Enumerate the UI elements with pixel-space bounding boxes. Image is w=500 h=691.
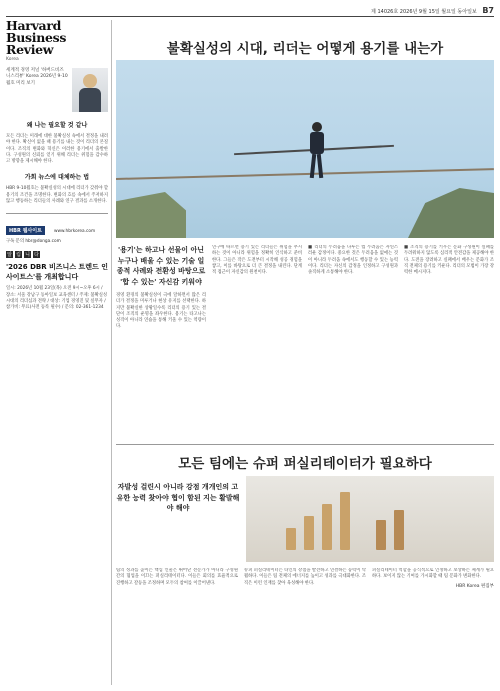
notice-char: 알 bbox=[7, 252, 12, 259]
hbr-info bbox=[6, 213, 108, 244]
walker-torso bbox=[310, 132, 324, 154]
article2-column-1: 팀의 성과를 높이는 핵심 인물은 뛰어난 전문가가 아니라 구성원 간의 협업을 이끄는 퍼실리테이터다. 이들은 회의를 효율적으로 진행하고 갈등을 조정하며 모두의 참여를 이끌어낸다. bbox=[116, 568, 238, 586]
article2-body bbox=[116, 568, 494, 680]
logo-line-3: Review bbox=[6, 42, 54, 57]
block-stack bbox=[376, 520, 386, 550]
article1-body bbox=[116, 245, 494, 438]
issue-date: 2026년 9월 15일 월요일 bbox=[399, 9, 456, 15]
tightrope-walker bbox=[304, 122, 330, 178]
right-cliff bbox=[408, 188, 494, 238]
article2-column-2: 슈퍼 퍼실리테이터는 타인의 강점을 발견하고 연결하는 능력이 탁월하다. 이들은 팀 전체의 에너지를 높이고 성과를 극대화한다. 조직은 이런 인재를 찾아 육성해야 한다. bbox=[244, 568, 366, 586]
page-number: B7 bbox=[482, 6, 494, 15]
walker-leg bbox=[317, 154, 323, 178]
notice-title: '2026 DBR 비즈니스 트렌드 인사이트스'를 개최합니다 bbox=[6, 263, 109, 281]
article2-column-3 bbox=[372, 568, 494, 680]
article1-col1-text: 경영 환경의 불확실성이 극에 달하면서 많은 리더가 결정을 미루거나 현상 유지를 선택한다. 하지만 불확실한 상황일수록 리더의 용기 있는 결단이 조직의 운명을 좌우한다. 용기는 타고나는 성격이 아니라 연습을 통해 키울 수 있는 역량이다. bbox=[116, 293, 206, 330]
notice-char: 다 bbox=[34, 252, 39, 259]
cover-figure-head bbox=[83, 74, 97, 88]
promo-block bbox=[6, 68, 108, 112]
header-meta bbox=[371, 6, 494, 15]
block-stack bbox=[340, 492, 350, 550]
hbr-tag: HBR 웹사이트 bbox=[6, 226, 45, 235]
walker-head bbox=[312, 122, 322, 132]
block-stack bbox=[394, 510, 404, 550]
block-stack bbox=[286, 528, 296, 550]
sidebar bbox=[6, 20, 108, 685]
block-stack bbox=[322, 504, 332, 550]
notice-body: 일시: 2026년 10월 23일(목) 오전 9시~오후 6시 / 장소: 서울 강남구 동아일보 교육센터 / 주제: 불확실성 시대의 리더십과 전략 / 대상: 기업 경영진 및 실무자 / 참가비: 무료(사전 등록 필수) / 문의: 02-361-1234 bbox=[6, 286, 108, 311]
issue-number: 제 14026호 bbox=[371, 9, 399, 15]
article1-column-1 bbox=[116, 245, 206, 438]
left-cliff bbox=[116, 192, 186, 238]
article2-image bbox=[246, 476, 494, 562]
notice-char: 림 bbox=[16, 252, 21, 259]
column-divider bbox=[111, 20, 112, 685]
promo-text: 세계적 경영 저널 '하버드비즈니스리뷰' Korea 2026년 9-10월호 미리 보기 bbox=[6, 68, 68, 86]
article1-column-3: ■ 리더의 두려움을 다루는 법 두려움은 자연스러운 감정이다. 중요한 것은 두려움을 없애는 것이 아니라 두려움 속에서도 행동할 수 있는 능력이다. 리더는 자신의 감정을 인정하고 구성원과 솔직하게 소통해야 한다. bbox=[308, 245, 398, 276]
paper-name: 동아일보 bbox=[457, 9, 477, 15]
article1-title: 불확실성의 시대, 리더는 어떻게 용기를 내는가 bbox=[166, 41, 444, 57]
article1-column-4: ■ 조직의 용기를 키우는 문화 구성원이 실패를 두려워하지 않도록 심리적 안전감을 제공해야 한다. 도전을 장려하고 실패에서 배우는 문화가 조직 전체의 용기를 키운다. 리더의 모범이 가장 강력한 메시지다. bbox=[404, 245, 494, 276]
notice-label bbox=[6, 251, 108, 258]
hbr-contact: 구독 문의 hbr@donga.com bbox=[6, 239, 61, 245]
section-divider bbox=[116, 444, 494, 445]
article1-pull-quote: '용기'는 하고나 선물이 아닌 누구나 배울 수 있는 기술 일종적 사례와 전환성 바탕으로 '합 수 있는' 자신감 키워야 bbox=[116, 246, 206, 286]
logo-line-2: Business bbox=[6, 30, 67, 45]
logo-line-1: Harvard bbox=[6, 18, 62, 33]
hbr-logo bbox=[6, 20, 108, 56]
block-stack bbox=[304, 516, 314, 550]
cover-figure-body bbox=[79, 88, 101, 112]
sidebar-paragraph-1: 모든 리더는 미래에 대한 불확실성 속에서 결정을 내려야 한다. 확신이 없을 때 용기를 내는 것이 리더의 본질이다. 조직의 변화와 혁신은 이러한 용기에서 출발한다. 구성원의 신뢰를 얻기 위해 리더는 위험을 감수하고 방향을 제시해야 한다. bbox=[6, 134, 108, 165]
page-header bbox=[6, 5, 494, 17]
walker-leg bbox=[310, 154, 316, 178]
article2-col3-text: 퍼실리테이터 역할을 공식적으로 인정하고 보상하는 체계가 필요하다. 보이지 않는 기여를 가시화할 때 팀 문화가 변화한다. bbox=[372, 568, 494, 580]
sidebar-subhead: 가회 뉴스에 대체하는 법 bbox=[24, 174, 90, 182]
article2-title: 모든 팀에는 슈퍼 퍼실리테이터가 필요하다 bbox=[178, 456, 432, 472]
sidebar-paragraph-2: HBR 9-10월호는 불확실성의 시대에 리더가 갖춰야 할 용기의 조건을 조명한다. 변화의 흐름 속에서 주저하지 않고 행동하는 리더들의 사례와 연구 결과를 소개한다. bbox=[6, 186, 108, 205]
article2-byline: HBR Korea 편집부 bbox=[455, 583, 494, 589]
logo-sub: Korea bbox=[6, 57, 19, 62]
article2-pull-quote: 자발성 걸린시 아니라 강점 개개인의 고유한 능력 찾아야 협이 함된 지는 활발해야 해야 bbox=[116, 483, 240, 512]
article1-column-2: 연구에 따르면 용기 있는 리더들은 위험을 무시하는 것이 아니라 위험을 정확히 인식하고 준비한다. 그들은 작은 도전부터 시작해 성공 경험을 쌓고, 이를 바탕으로 더 큰 결정을 내린다. 단계적 접근이 자신감의 원천이다. bbox=[212, 245, 302, 276]
hbr-url[interactable]: www.hbrkorea.com bbox=[54, 229, 96, 235]
article1-image bbox=[116, 60, 494, 238]
sidebar-headline: 왜 나는 필요할 것 같나 bbox=[26, 122, 88, 129]
cover-image bbox=[72, 68, 108, 112]
notice-char: 니 bbox=[25, 252, 30, 259]
